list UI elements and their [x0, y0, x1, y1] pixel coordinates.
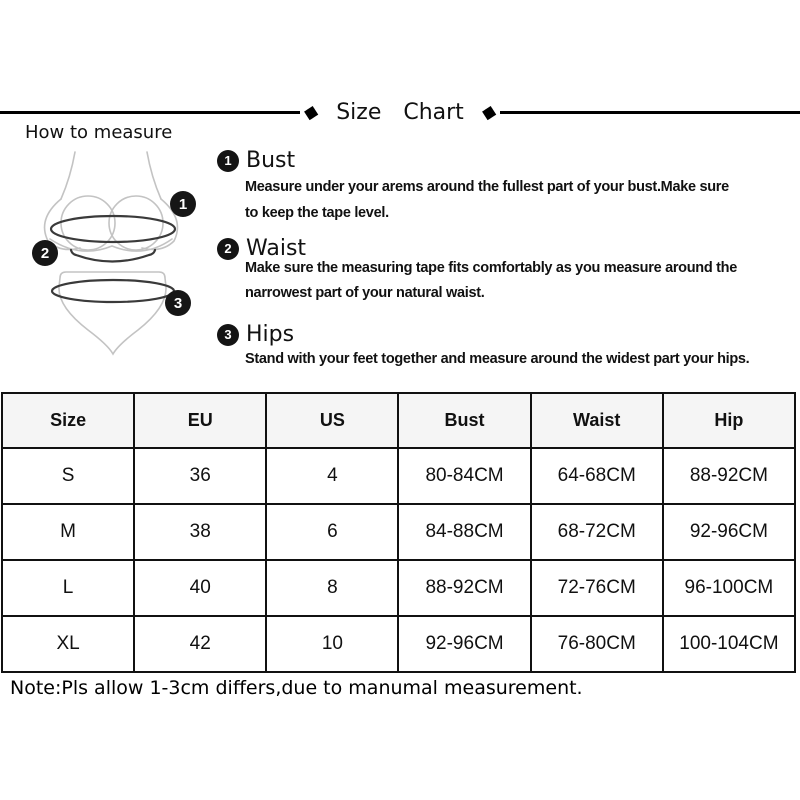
table-cell: 40: [134, 560, 266, 616]
table-row-s: [2, 448, 795, 504]
table-cell: 72-76CM: [531, 560, 663, 616]
instruction-title: Hips: [246, 322, 295, 347]
table-cell: 6: [266, 504, 398, 560]
note-text: Note:Pls allow 1-3cm differs,due to manumal measurement.: [10, 677, 583, 699]
instruction-bust-heading: [217, 148, 295, 173]
table-cell: 100-104CM: [663, 616, 795, 672]
page-title: Size Chart: [336, 99, 464, 125]
col-header-eu: EU: [134, 393, 266, 448]
table-row-xl: [2, 616, 795, 672]
number-badge-icon: 3: [217, 324, 239, 346]
table-cell: 76-80CM: [531, 616, 663, 672]
table-header-row: [2, 393, 795, 448]
number-badge-icon: 1: [217, 150, 239, 172]
diamond-icon: ◆: [479, 100, 499, 124]
instruction-bust-line-2: to keep the tape level.: [245, 205, 389, 221]
table-cell: 92-96CM: [663, 504, 795, 560]
table-cell: 68-72CM: [531, 504, 663, 560]
table-cell: 96-100CM: [663, 560, 795, 616]
title-rule-left: [0, 111, 300, 114]
marker-number: 3: [173, 295, 183, 312]
table-cell: 92-96CM: [398, 616, 530, 672]
instruction-hips-heading: [217, 322, 294, 347]
instruction-bust-line-1: Measure under your arems around the fullest part of your bust.Make sure: [245, 179, 729, 195]
instruction-hips-line-1: Stand with your feet together and measure around the widest part your hips.: [245, 351, 750, 367]
col-header-bust: Bust: [398, 393, 530, 448]
table-cell: 10: [266, 616, 398, 672]
table-cell: M: [2, 504, 134, 560]
table-cell: 64-68CM: [531, 448, 663, 504]
diagram-marker-bust: [170, 191, 196, 217]
diagram-marker-hips: [165, 290, 191, 316]
table-cell: S: [2, 448, 134, 504]
marker-number: 1: [178, 196, 188, 213]
col-header-us: US: [266, 393, 398, 448]
col-header-hip: Hip: [663, 393, 795, 448]
table-row-l: [2, 560, 795, 616]
hip-tape-line: [52, 280, 174, 302]
measure-instructions: [217, 148, 799, 380]
bra-strap-right: [147, 152, 161, 199]
marker-number: 2: [40, 245, 50, 262]
bikini-bottom: [59, 272, 166, 354]
table-cell: 80-84CM: [398, 448, 530, 504]
table-cell: 4: [266, 448, 398, 504]
number-badge-icon: 2: [217, 238, 239, 260]
how-to-measure-heading: How to measure: [25, 122, 173, 143]
instruction-title: Waist: [246, 236, 307, 261]
diamond-icon: ◆: [301, 100, 321, 124]
table-cell: 42: [134, 616, 266, 672]
title-rule-right: [500, 111, 800, 114]
col-header-waist: Waist: [531, 393, 663, 448]
instruction-waist-line-1: Make sure the measuring tape fits comfortably as you measure around the: [245, 260, 737, 276]
table-cell: 88-92CM: [398, 560, 530, 616]
diagram-marker-waist: [32, 240, 58, 266]
col-header-size: Size: [2, 393, 134, 448]
table-cell: L: [2, 560, 134, 616]
bikini-measurement-diagram: [20, 147, 220, 372]
table-cell: 8: [266, 560, 398, 616]
instruction-title: Bust: [246, 148, 296, 173]
instruction-waist-line-2: narrowest part of your natural waist.: [245, 285, 485, 301]
table-cell: 36: [134, 448, 266, 504]
table-cell: 84-88CM: [398, 504, 530, 560]
table-cell: XL: [2, 616, 134, 672]
table-row-m: [2, 504, 795, 560]
size-table: [1, 392, 796, 673]
bra-strap-left: [61, 152, 75, 199]
table-cell: 88-92CM: [663, 448, 795, 504]
instruction-waist-heading: [217, 236, 306, 261]
table-cell: 38: [134, 504, 266, 560]
